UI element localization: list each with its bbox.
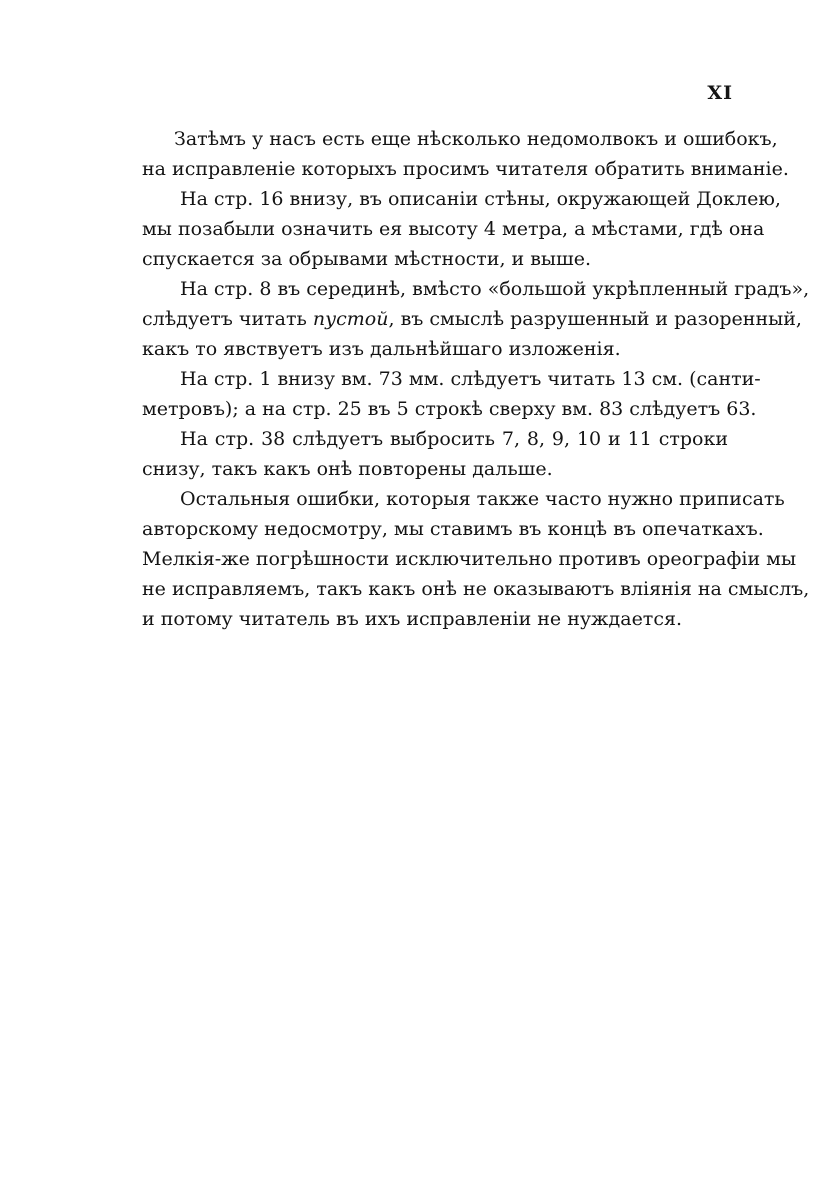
text-line: Затѣмъ у насъ есть еще нѣсколько недомолвокъ и ошибокъ, [174, 128, 778, 150]
paragraph-1 [142, 124, 789, 184]
text-line: Остальныя ошибки, которыя также часто нужно приписать [180, 488, 785, 510]
text-line: снизу, такъ какъ онѣ повторены дальше. [142, 458, 553, 480]
text-line: спускается за обрывами мѣстности, и выше. [142, 248, 592, 270]
text-line: На стр. 38 слѣдуетъ выбросить 7, 8, 9, 10 и 11 строки [180, 428, 728, 450]
paragraph-3 [142, 274, 810, 364]
italic-word: пустой [312, 308, 389, 330]
text-line [142, 304, 802, 334]
text-line: Мелкія-же погрѣшности исключительно противъ ореографіи мы [142, 548, 797, 570]
paragraph-2 [142, 184, 781, 274]
body-text [142, 124, 810, 634]
text-line: На стр. 16 внизу, въ описаніи стѣны, окружающей Доклею, [180, 188, 781, 210]
paragraph-4 [142, 364, 761, 424]
paragraph-6 [142, 484, 810, 634]
text-line: какъ то явствуетъ изъ дальнѣйшаго изложенія. [142, 338, 621, 360]
page-number: XI [707, 82, 733, 104]
text-line: На стр. 8 въ серединѣ, вмѣсто «большой укрѣпленный градъ», [180, 278, 810, 300]
text-line: и потому читатель въ ихъ исправленіи не нуждается. [142, 608, 682, 630]
text-line: На стр. 1 внизу вм. 73 мм. слѣдуетъ читать 13 см. (санти- [180, 368, 761, 390]
text-line: на исправленіе которыхъ просимъ читателя обратить вниманіе. [142, 158, 789, 180]
paragraph-5 [142, 424, 728, 484]
text-line: мы позабыли означить ея высоту 4 метра, а мѣстами, гдѣ она [142, 218, 765, 240]
text-segment: слѣдуетъ читать [142, 308, 313, 330]
text-line: метровъ); а на стр. 25 въ 5 строкѣ сверху вм. 83 слѣдуетъ 63. [142, 398, 757, 420]
text-line: авторскому недосмотру, мы ставимъ въ концѣ въ опечаткахъ. [142, 518, 764, 540]
text-segment: , въ смыслѣ разрушенный и разоренный, [388, 308, 802, 330]
text-line: не исправляемъ, такъ какъ онѣ не оказываютъ вліянія на смыслъ, [142, 578, 810, 600]
